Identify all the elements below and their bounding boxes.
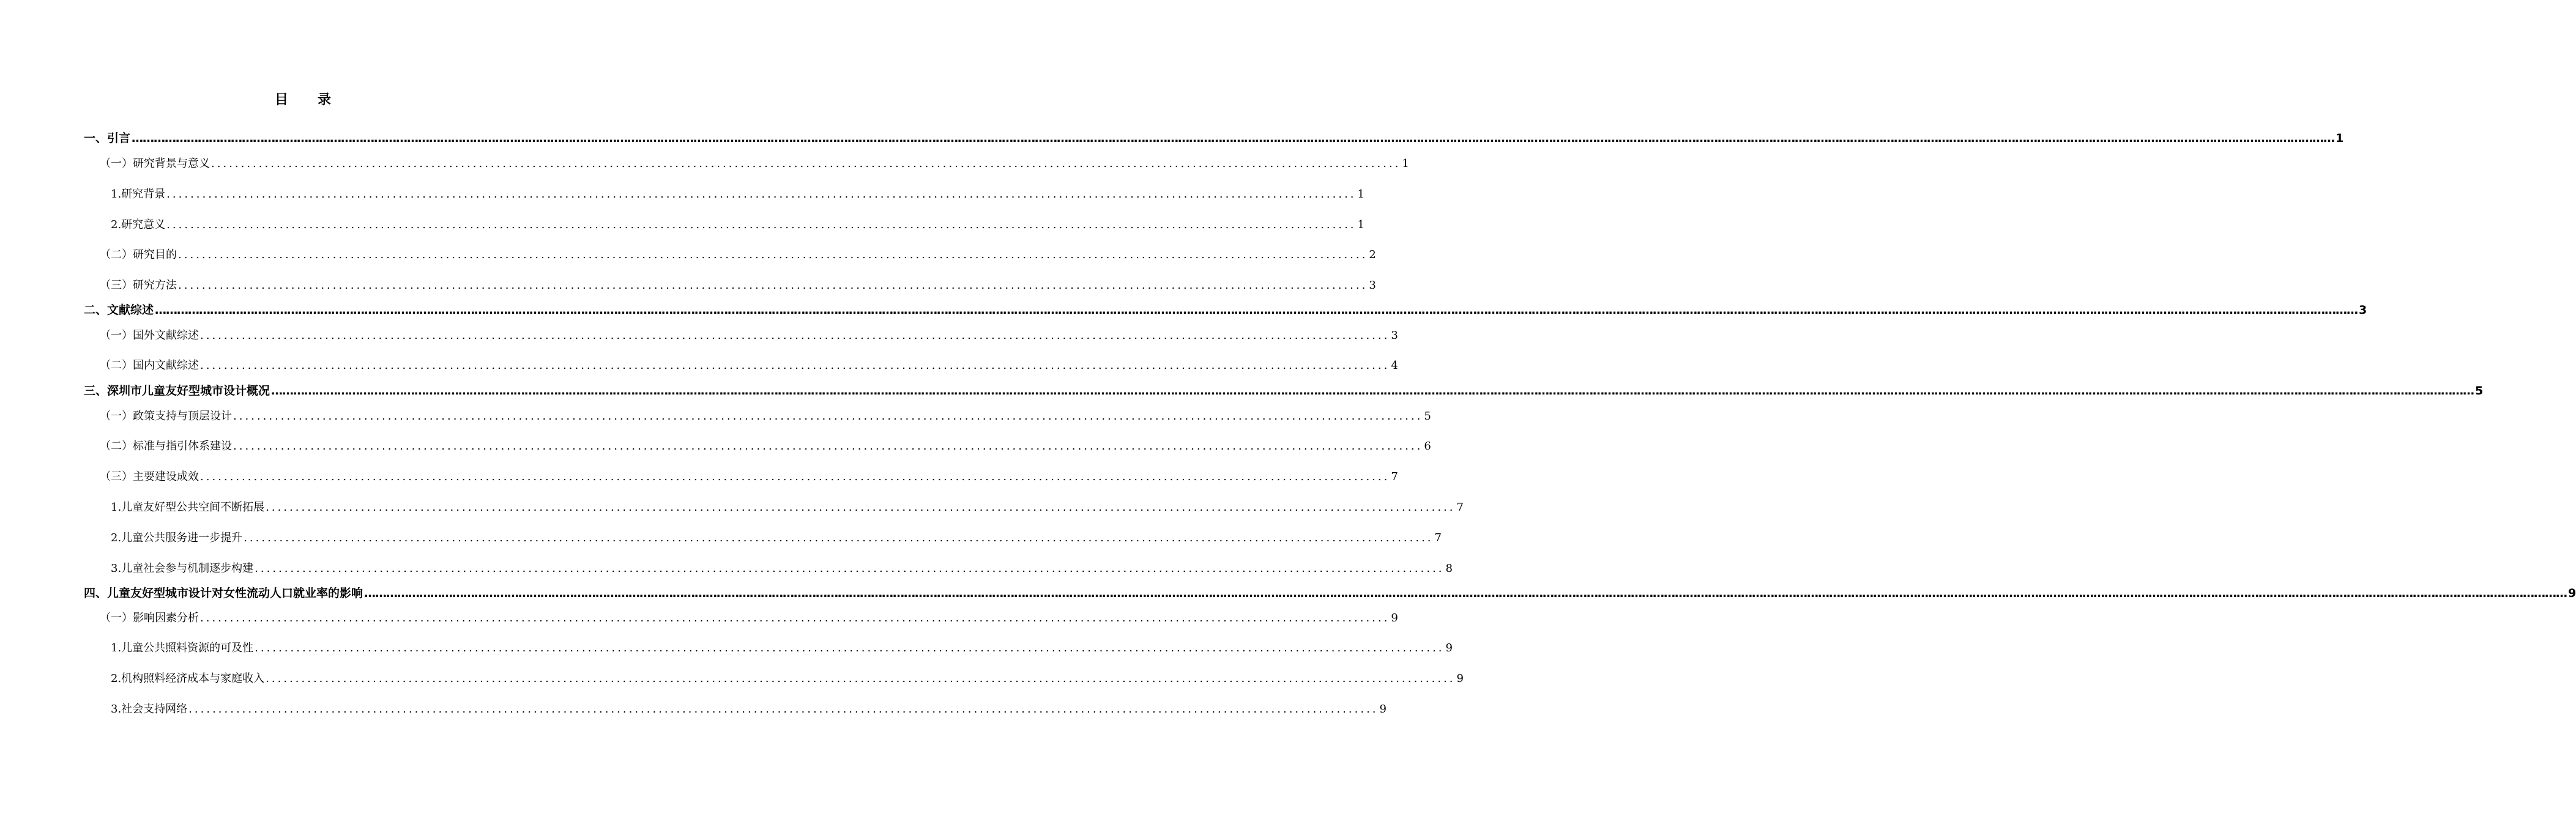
toc-dot-leader: ........................................................................................................................................................................................................ xyxy=(200,612,1390,624)
toc-entry-page: 9 xyxy=(1445,642,1453,654)
toc-entry-page: 8 xyxy=(1445,562,1453,575)
toc-dot-leader: …………………………………………………………………………………………………………………………………………………………………………………………………………………………………………………………………………………………………………………………………………………………………………………………………………………………………………………………………………………………………………………………………………………… xyxy=(271,384,2474,398)
toc-entry-page: 2 xyxy=(1369,248,1376,261)
toc-entry-page: 6 xyxy=(1424,440,1431,453)
toc-entry[interactable] xyxy=(100,610,1398,627)
toc-entry[interactable] xyxy=(111,186,1364,203)
toc-entry-label: （一）研究背景与意义 xyxy=(100,157,210,170)
toc-entry-label: （一）政策支持与顶层设计 xyxy=(100,410,232,423)
toc-entry-page: 1 xyxy=(1357,218,1364,231)
toc-entry-label: 3.社会支持网络 xyxy=(111,703,188,716)
toc-entry[interactable] xyxy=(100,438,1431,455)
page-title-part-2: 录 xyxy=(318,92,332,108)
toc-entry-label: 1.儿童公共照料资源的可及性 xyxy=(111,642,254,654)
toc-entry[interactable] xyxy=(100,357,1398,374)
toc-entry[interactable] xyxy=(111,217,1364,234)
toc-dot-leader: …………………………………………………………………………………………………………………………………………………………………………………………………………………………………………………………………………………………………………………………………………………………………………………………………………………………………………………………………………………………………………………………………………………… xyxy=(155,303,2358,317)
toc-entry[interactable] xyxy=(111,640,1453,657)
toc-entry[interactable] xyxy=(100,155,1409,172)
toc-entry[interactable] xyxy=(84,130,2344,147)
toc-dot-leader: ........................................................................................................................................................................................................ xyxy=(178,279,1368,292)
toc-entry[interactable] xyxy=(84,302,2367,319)
toc-entry-label: 三、深圳市儿童友好型城市设计概况 xyxy=(84,384,270,398)
page-title-part-1: 目 xyxy=(274,92,288,108)
toc-entry-page: 7 xyxy=(1391,470,1398,483)
toc-dot-leader: …………………………………………………………………………………………………………………………………………………………………………………………………………………………………………………………………………………………………………………………………………………………………………………………………………………………………………………………………………………………………………………………………………………… xyxy=(132,131,2335,145)
toc-entry-label: （二）研究目的 xyxy=(100,248,177,261)
toc-dot-leader: ........................................................................................................................................................................................................ xyxy=(200,329,1390,342)
toc-entry-page: 9 xyxy=(2568,587,2576,600)
toc-entry-label: 3.儿童社会参与机制逐步构建 xyxy=(111,562,254,575)
toc-entry-page: 3 xyxy=(2359,303,2367,317)
toc-entry-label: （三）主要建设成效 xyxy=(100,470,199,483)
toc-entry[interactable] xyxy=(100,277,1376,294)
toc-entry[interactable] xyxy=(84,382,2484,399)
toc-entry-label: （三）研究方法 xyxy=(100,279,177,292)
toc-dot-leader: ........................................................................................................................................................................................................ xyxy=(233,410,1423,423)
toc-dot-leader: …………………………………………………………………………………………………………………………………………………………………………………………………………………………………………………………………………………………………………………………………………………………………………………………………………………………………………………………………………………………………………………………………………………… xyxy=(364,587,2567,600)
toc-entry[interactable] xyxy=(111,530,1442,547)
toc-entry-label: （一）国外文献综述 xyxy=(100,329,199,342)
toc-entry-page: 3 xyxy=(1369,279,1376,292)
toc-entry-label: 2.机构照料经济成本与家庭收入 xyxy=(111,672,265,685)
toc-dot-leader: ........................................................................................................................................................................................................ xyxy=(211,157,1401,170)
toc-dot-leader: ........................................................................................................................................................................................................ xyxy=(233,440,1423,453)
toc-entry-page: 1 xyxy=(1357,188,1364,201)
toc-entry-label: 1.儿童友好型公共空间不断拓展 xyxy=(111,501,265,514)
toc-entry-page: 7 xyxy=(1456,501,1464,514)
toc-dot-leader: ........................................................................................................................................................................................................ xyxy=(200,470,1390,483)
toc-dot-leader: ........................................................................................................................................................................................................ xyxy=(255,562,1445,575)
toc-dot-leader: ........................................................................................................................................................................................................ xyxy=(200,359,1390,372)
toc-entry-page: 1 xyxy=(1402,157,1409,170)
toc-entry[interactable] xyxy=(100,408,1431,425)
toc-dot-leader: ........................................................................................................................................................................................................ xyxy=(166,188,1357,201)
toc-entry-label: 二、文献综述 xyxy=(84,303,154,317)
toc-dot-leader: ........................................................................................................................................................................................................ xyxy=(166,218,1357,231)
toc-entry[interactable] xyxy=(111,701,1387,718)
toc-entry-label: 2.儿童公共服务进一步提升 xyxy=(111,531,243,544)
toc-entry[interactable] xyxy=(111,560,1453,577)
toc-entry-label: （一）影响因素分析 xyxy=(100,612,199,624)
toc-entry[interactable] xyxy=(111,670,1464,687)
toc-dot-leader: ........................................................................................................................................................................................................ xyxy=(188,703,1379,716)
toc-entry-page: 9 xyxy=(1456,672,1464,685)
toc-entry[interactable] xyxy=(100,468,1398,486)
toc-entry-page: 7 xyxy=(1434,531,1442,544)
toc-entry[interactable] xyxy=(100,327,1398,344)
toc-entry[interactable] xyxy=(100,246,1376,264)
toc-entry-page: 5 xyxy=(1424,410,1431,423)
toc-entry-page: 5 xyxy=(2475,384,2484,398)
toc-entry-page: 3 xyxy=(1391,329,1398,342)
toc-dot-leader: ........................................................................................................................................................................................................ xyxy=(266,672,1456,685)
toc-entry[interactable] xyxy=(84,585,2576,602)
toc-entry-page: 9 xyxy=(1391,612,1398,624)
toc-dot-leader: ........................................................................................................................................................................................................ xyxy=(178,248,1368,261)
toc-entry-page: 9 xyxy=(1379,703,1387,716)
toc-entry-label: （二）标准与指引体系建设 xyxy=(100,440,232,453)
toc-entry-label: 2.研究意义 xyxy=(111,218,166,231)
toc-dot-leader: ........................................................................................................................................................................................................ xyxy=(266,501,1456,514)
toc-dot-leader: ........................................................................................................................................................................................................ xyxy=(244,531,1434,544)
toc-entry-page: 1 xyxy=(2336,131,2344,145)
toc-entry-label: （二）国内文献综述 xyxy=(100,359,199,372)
toc-entry-label: 四、儿童友好型城市设计对女性流动人口就业率的影响 xyxy=(84,587,363,600)
toc-entry-page: 4 xyxy=(1391,359,1398,372)
toc-dot-leader: ........................................................................................................................................................................................................ xyxy=(255,642,1445,654)
toc-entry-label: 一、引言 xyxy=(84,131,131,145)
toc-entry-label: 1.研究背景 xyxy=(111,188,166,201)
toc-entry[interactable] xyxy=(111,499,1464,516)
